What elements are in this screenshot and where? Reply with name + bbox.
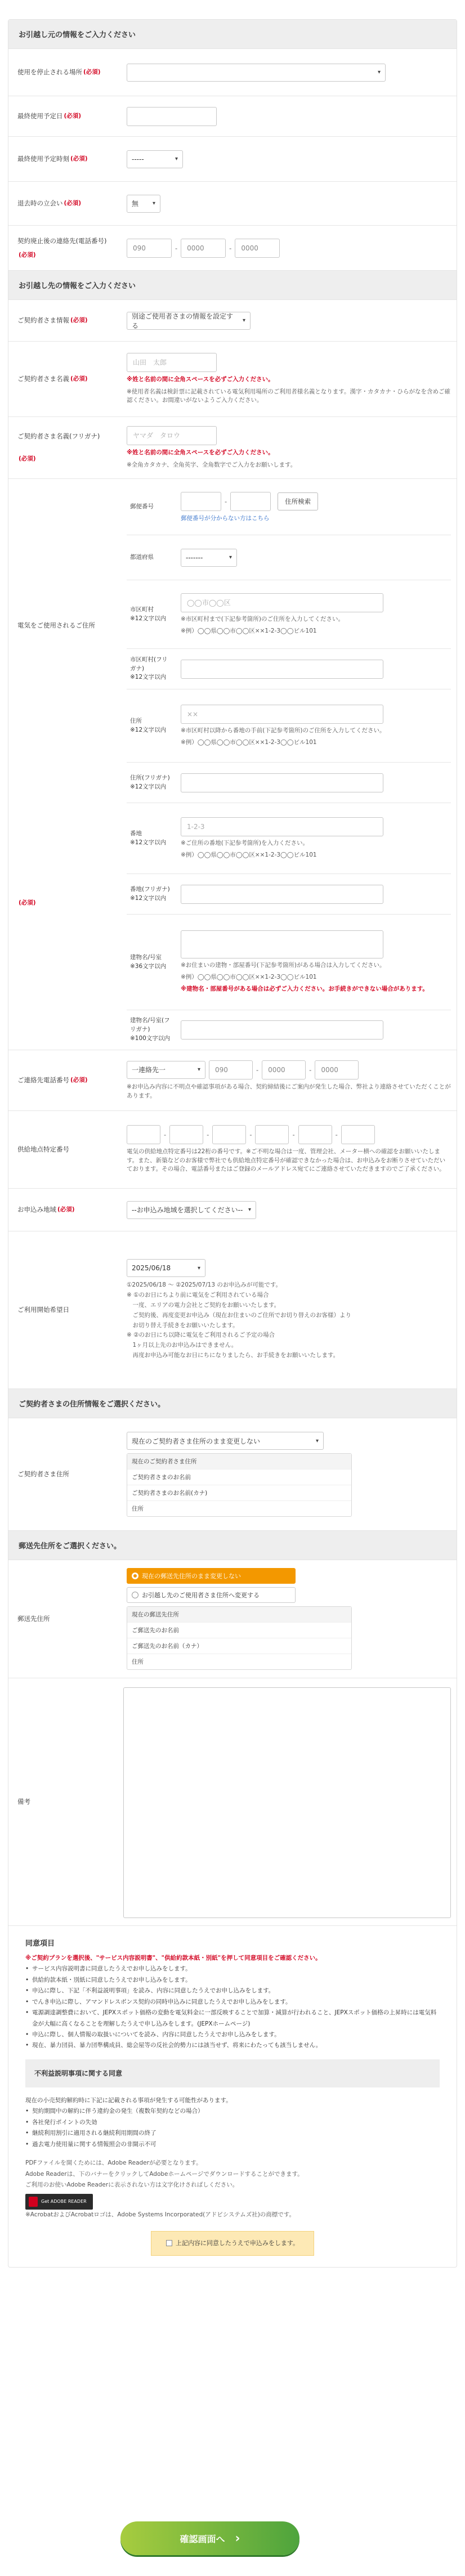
row-mail-address: 郵送先住所 現在の郵送先住所のまま変更しない お引越し先のご使用者さま住所へ変更する 現在の郵送先住所 ご郵送先のお名前 ご郵送先のお名前（カナ） 住所 <box>8 1560 457 1678</box>
agreement-title: 同意項目 <box>25 1939 55 1948</box>
end-time-select[interactable]: ----- ▾ <box>127 150 183 168</box>
row-contractor-address: ご契約者さま住所 現在のご契約者さま住所のまま変更しない ▾ 現在のご契約者さま住所 ご契約者さまのお名前 ご契約者さまのお名前(カナ) 住所 <box>8 1418 457 1531</box>
new-phone-2[interactable]: 0000 <box>262 1060 306 1079</box>
chevron-down-icon: ▾ <box>175 156 178 162</box>
banchi-kana-input[interactable] <box>181 885 383 904</box>
spot-1-input[interactable] <box>127 1125 160 1144</box>
chevron-down-icon: ▾ <box>242 317 245 324</box>
radio-icon <box>132 1573 138 1579</box>
stop-place-select[interactable] <box>127 64 386 82</box>
contractor-address-box: 現在のご契約者さま住所 ご契約者さまのお名前 ご契約者さまのお名前(カナ) 住所 <box>127 1453 352 1517</box>
old-phone-1[interactable]: 090 <box>127 239 172 258</box>
sub-city-kana: 市区町村(フリガナ) ※12文字以内 <box>127 649 451 689</box>
spot-2-input[interactable] <box>169 1125 203 1144</box>
area-select[interactable]: --お申込み地域を選択してください-- ▾ <box>127 1201 256 1219</box>
chevron-down-icon: ▾ <box>229 554 232 561</box>
adobe-icon <box>29 2197 38 2207</box>
new-phone-1[interactable]: 090 <box>209 1060 253 1079</box>
pref-select[interactable]: ------- ▾ <box>181 549 237 567</box>
section-header-mail: 郵送先住所をご選択ください。 <box>8 1531 457 1560</box>
agree-item: • 申込に際し、個人情報の取扱いについてを読み、内容に同意したうえでお申し込みをします。 <box>25 2030 440 2040</box>
row-stop-place: 使用を停止される場所 (必須) ▾ <box>8 49 457 96</box>
radio-icon <box>132 1592 138 1598</box>
sub-ban-kana: 番地(フリガナ) ※12文字以内 <box>127 874 451 915</box>
end-date-input[interactable] <box>127 107 217 126</box>
section-header-contractor: ご契約者さまの住所情報をご選択ください。 <box>8 1389 457 1418</box>
contractor-address-select[interactable]: 現在のご契約者さま住所のまま変更しない ▾ <box>127 1432 324 1450</box>
sub-pref: 都道府県 ------- ▾ <box>127 535 451 580</box>
sub-addr-kana: 住所(フリガナ) ※12文字以内 <box>127 763 451 803</box>
postal-help-link[interactable]: 郵便番号が分からない方はこちら <box>181 514 270 522</box>
building-kana-input[interactable] <box>181 1020 383 1040</box>
contract-type-select[interactable]: 別途ご使用者さまの情報を設定する ▾ <box>127 312 251 330</box>
old-phone-2[interactable]: 0000 <box>181 239 226 258</box>
city-input[interactable]: ◯◯市◯◯区 <box>181 593 383 612</box>
chevron-down-icon: ▾ <box>377 69 381 75</box>
agreement-section: 同意項目 ※ご契約プランを選択後、"サービス内容説明書"、"供給約款本紙・別紙"を押して同意項目をご確認ください。 • サービス内容説明書に同意したうえでお申し込みをします。 • 供給約款本紙・別紙に同意したうえでお申し込みをします。 • 申込に際し、下記「不利益説明事項」を読み、内容に同意したうえでお申し込みをします。 • でんき申込に際し、アマンドレスボンス契約の同時申込みに同意したうえでお申し込みをします。 • 電源調達調整費において、JEPXスポット価格の変動を電気料金に一部反映することで加算・減算が行われること、JEPXスポット価格の上昇時には電気料金が大幅に高くなることを理解したうえで申し込みをします。(JEPXホームページ) • 申込に際し、個人情報の取扱いについてを読み、内容に同意したうえでお申し込みをします。 • 現在、暴力団員、暴力団準構成員、総会屋等の反社会的勢力には該当せず、将来にわたっても該当しません。 不利益説明事項に関する同意 現在の小売契約解約時に下記に記載される事項が発生する可能性があります。 • 契約期間中の解約に伴う違約金の発生（複数年契約などの場合） • 各社発行ポイントの失効 • 継続利用割引に適用される継続利用期間の終了 • 過去電力使用量に関する情報照会の非開示不可 PDFファイルを開くためには、Adobe Readerが必要となります。 Adobe Readerは、下のバナーをクリックしてAdobeホームページでダウンロードすることができます。 ご利用のお使いAdobe Readerに表示されない方は文字化けさればしください。 Get ADOBE READER ※AcrobatおよびAcrobatロゴは、Adobe Systems Incorporated(アドビシステムズ社)の商標です。 上記内容に同意したうえで申込みをします。 <box>8 1926 457 2267</box>
chevron-down-icon: ▾ <box>248 1207 251 1213</box>
banchi-input[interactable]: 1-2-3 <box>181 817 383 836</box>
attend-select[interactable]: 無 ▾ <box>127 195 160 213</box>
address-input[interactable]: ×× <box>181 705 383 724</box>
chevron-down-icon: ▾ <box>197 1067 200 1073</box>
agree-item: • 供給約款本紙・別紙に同意したうえでお申し込みをします。 <box>25 1975 440 1986</box>
spot-4-input[interactable] <box>255 1125 289 1144</box>
address-search-button[interactable]: 住所検索 <box>278 492 318 510</box>
sub-ban: 番地 ※12文字以内 1-2-3 ※ご住所の番地(下記参考箇所)を入力ください。 ※例）◯◯県◯◯市◯◯区××1-2-3◯◯ビル101 <box>127 803 451 874</box>
sub-postal: 郵便番号 - 住所検索 郵便番号が分からない方はこちら <box>127 479 451 535</box>
chevron-down-icon: ▾ <box>197 1265 200 1271</box>
form-card <box>8 19 457 2268</box>
city-kana-input[interactable] <box>181 660 383 679</box>
chevron-down-icon: ▾ <box>152 200 155 207</box>
checkbox-icon[interactable] <box>166 2240 172 2246</box>
agree-item: • サービス内容説明書に同意したうえでお申し込みをします。 <box>25 1964 440 1974</box>
adobe-reader-badge[interactable]: Get ADOBE READER <box>25 2194 93 2210</box>
agree-item: • でんき申込に際し、アマンドレスボンス契約の同時申込みに同意したうえでお申し込みをします。 <box>25 1997 440 2008</box>
old-phone-3[interactable]: 0000 <box>235 239 280 258</box>
start-date-select[interactable]: 2025/06/18 ▾ <box>127 1259 205 1277</box>
disadvantage-header: 不利益説明事項に関する同意 <box>25 2059 440 2087</box>
sub-city: 市区町村 ※12文字以内 ◯◯市◯◯区 ※市区町村まで(下記参考箇所)のご住所を入力してください。 ※例）◯◯県◯◯市◯◯区××1-2-3◯◯ビル101 <box>127 580 451 649</box>
row-end-date: 最終使用予定日 (必須) <box>8 96 457 137</box>
sub-bld-kana: 建物名/号室(フリガナ) ※100文字以内 <box>127 1010 451 1050</box>
confirm-button[interactable]: 確認画面へ › <box>120 2521 299 2555</box>
agree-item: • 電源調達調整費において、JEPXスポット価格の変動を電気料金に一部反映することで加算・減算が行われること、JEPXスポット価格の上昇時には電気料金が大幅に高くなることを理解したうえで申し込みをします。(JEPXホームページ) <box>25 2008 440 2030</box>
row-start-date: ご利用開始希望日 2025/06/18 ▾ ①2025/06/18 ～ ②2025/07/13 のお申込みが可能です。 ※ ①のお日にちより前に電気をご利用されている場合 一度、エリアの電力会社とご契約をお願いいたします。 ご契約後、再度変更お申込み（現在お住まいのご住所でお切り替えのお客様）より お切り替え手続きをお願いいたします。 ※ ②のお日にち以降に電気をご利用されるご予定の場合 1ヶ月以上先のお申込みはできません。 再度お申込み可能なお日にちになりましたら、お手続きをお願いいたします。 <box>8 1231 457 1389</box>
row-contract-type: ご契約者さま情報 (必須) 別途ご使用者さまの情報を設定する ▾ <box>8 300 457 342</box>
mail-address-box: 現在の郵送先住所 ご郵送先のお名前 ご郵送先のお名前（カナ） 住所 <box>127 1606 352 1670</box>
row-end-time: 最終使用予定時刻 (必須) ----- ▾ <box>8 137 457 182</box>
agree-item: • 申込に際し、下記「不利益説明事項」を読み、内容に同意したうえでお申し込みをします。 <box>25 1986 440 1996</box>
section-header-new: お引越し先の情報をご入力ください <box>8 271 457 300</box>
row-memo: 備考 <box>8 1678 457 1926</box>
chevron-down-icon: ▾ <box>315 1437 319 1444</box>
sub-bld: 建物名/号室 ※36文字以内 ※お住まいの建物・部屋番号(下記参考箇所)がある場合は入力してください。 ※例）◯◯県◯◯市◯◯区××1-2-3◯◯ビル101 ※建物名・部屋番号がある場合は必ずご入力ください。お手続きができない場合があります。 <box>127 915 451 1010</box>
row-supply-point: 供給地点特定番号 - - - - - 電気の供給地点特定番号は22桁の番号です。※ご不明な場合は一度、管理会社、メーター横への確認をお願いいたします。また、新築などのお客様で弊社でも供給地点特定番号が確認できなかった場合は、お申込みをお断りさせていただいております。その場合、電話番号またはご登録のメールアドレス宛てにご連絡させていただきますのでご了承ください。 <box>8 1111 457 1189</box>
row-old-phone: 契約廃止後の連絡先(電話番号) (必須) 090 - 0000 - 0000 <box>8 226 457 271</box>
sub-addr: 住所 ※12文字以内 ×× ※市区町村以降から番地の手前(下記参考箇所)のご住所を入力してください。 ※例）◯◯県◯◯市◯◯区××1-2-3◯◯ビル101 <box>127 689 451 763</box>
row-area: お申込み地域 (必須) --お申込み地域を選択してください-- ▾ <box>8 1189 457 1231</box>
spot-5-input[interactable] <box>298 1125 332 1144</box>
spot-3-input[interactable] <box>212 1125 246 1144</box>
row-address: 電気をご使用されるご住所 (必須) 郵便番号 - 住所検索 郵便番号が分からない方はこちら 都道府県 ------- ▾ 市区町村 ※12文字以内 ◯◯市◯◯区 ※市区町村まで(下記参考箇所)のご住所を入力してください。 ※例）◯◯県◯◯市◯◯区××1-2-3◯◯ビル101 市区町村(フリガナ) ※12文字以内 住所 ※12文字以内 ×× ※市区町村以降から番地の手前(下記参考箇所)のご住所を入力してください。 ※例）◯◯県◯◯市◯◯区××1-2-3◯◯ビル101 住所(フリガナ) ※12文字以内 番地 ※12文字以内 1-2-3 ※ご住所の番地(下記参考箇所)を入力ください。 ※例）◯◯県◯◯市◯◯区××1-2-3◯◯ビル101 番地(フリガナ) ※12文字以内 建物名/号室 ※36文字以内 ※お住まいの建物・部屋番号(下記参考箇所)がある場合は入力してください。 ※例）◯◯県◯◯市◯◯区××1-2-3◯◯ビル101 ※建物名・部屋番号がある場合は必ずご入力ください。お手続きができない場合があります。 建物名/号室(フリガナ) ※100文字以内 <box>8 479 457 1050</box>
postal-1-input[interactable] <box>181 492 221 511</box>
agree-checkbox-area[interactable]: 上記内容に同意したうえで申込みをします。 <box>151 2231 314 2256</box>
row-name-kana: ご契約者さま名義(フリガナ) (必須) ヤマダ タロウ ※姓と名前の間に全角スペースを必ずご入力ください。 ※全角カタカナ、全角英字、全角数字でご入力をお願いします。 <box>8 417 457 479</box>
row-attend: 退去時の立会い (必須) 無 ▾ <box>8 182 457 226</box>
new-phone-3[interactable]: 0000 <box>315 1060 359 1079</box>
row-new-phone: ご連絡先電話番号 (必須) 一連絡先一 ▾ 090 - 0000 - 0000 ※お申込み内容に不明点や確認事項がある場合、契約締結後にご案内が発生した場合、弊社より連絡させていただくことがあります。 <box>8 1050 457 1111</box>
row-name: ご契約者さま名義 (必須) 山田 太郎 ※姓と名前の間に全角スペースを必ずご入力ください。 ※使用者名義は検針票に記載されている電気利用場所のご利用者様名義となります。漢字・カタカナ・ひらがなを含めご確認ください。お間違いがないようご入力ください。 <box>8 342 457 417</box>
name-input[interactable]: 山田 太郎 <box>127 353 217 372</box>
section-header-old: お引越し元の情報をご入力ください <box>8 20 457 49</box>
agree-item: • 現在、暴力団員、暴力団準構成員、総会屋等の反社会的勢力には該当せず、将来にわたっても該当しません。 <box>25 2040 440 2051</box>
address-kana-input[interactable] <box>181 773 383 792</box>
memo-textarea[interactable] <box>123 1687 451 1918</box>
mail-keep-radio[interactable]: 現在の郵送先住所のまま変更しない <box>127 1568 296 1584</box>
postal-2-input[interactable] <box>230 492 271 511</box>
chevron-right-icon: › <box>235 2531 240 2546</box>
phone-type-select[interactable]: 一連絡先一 ▾ <box>127 1061 205 1079</box>
building-input[interactable] <box>181 930 383 958</box>
mail-change-radio[interactable]: お引越し先のご使用者さま住所へ変更する <box>127 1587 296 1603</box>
spot-6-input[interactable] <box>341 1125 375 1144</box>
name-kana-input[interactable]: ヤマダ タロウ <box>127 426 217 445</box>
